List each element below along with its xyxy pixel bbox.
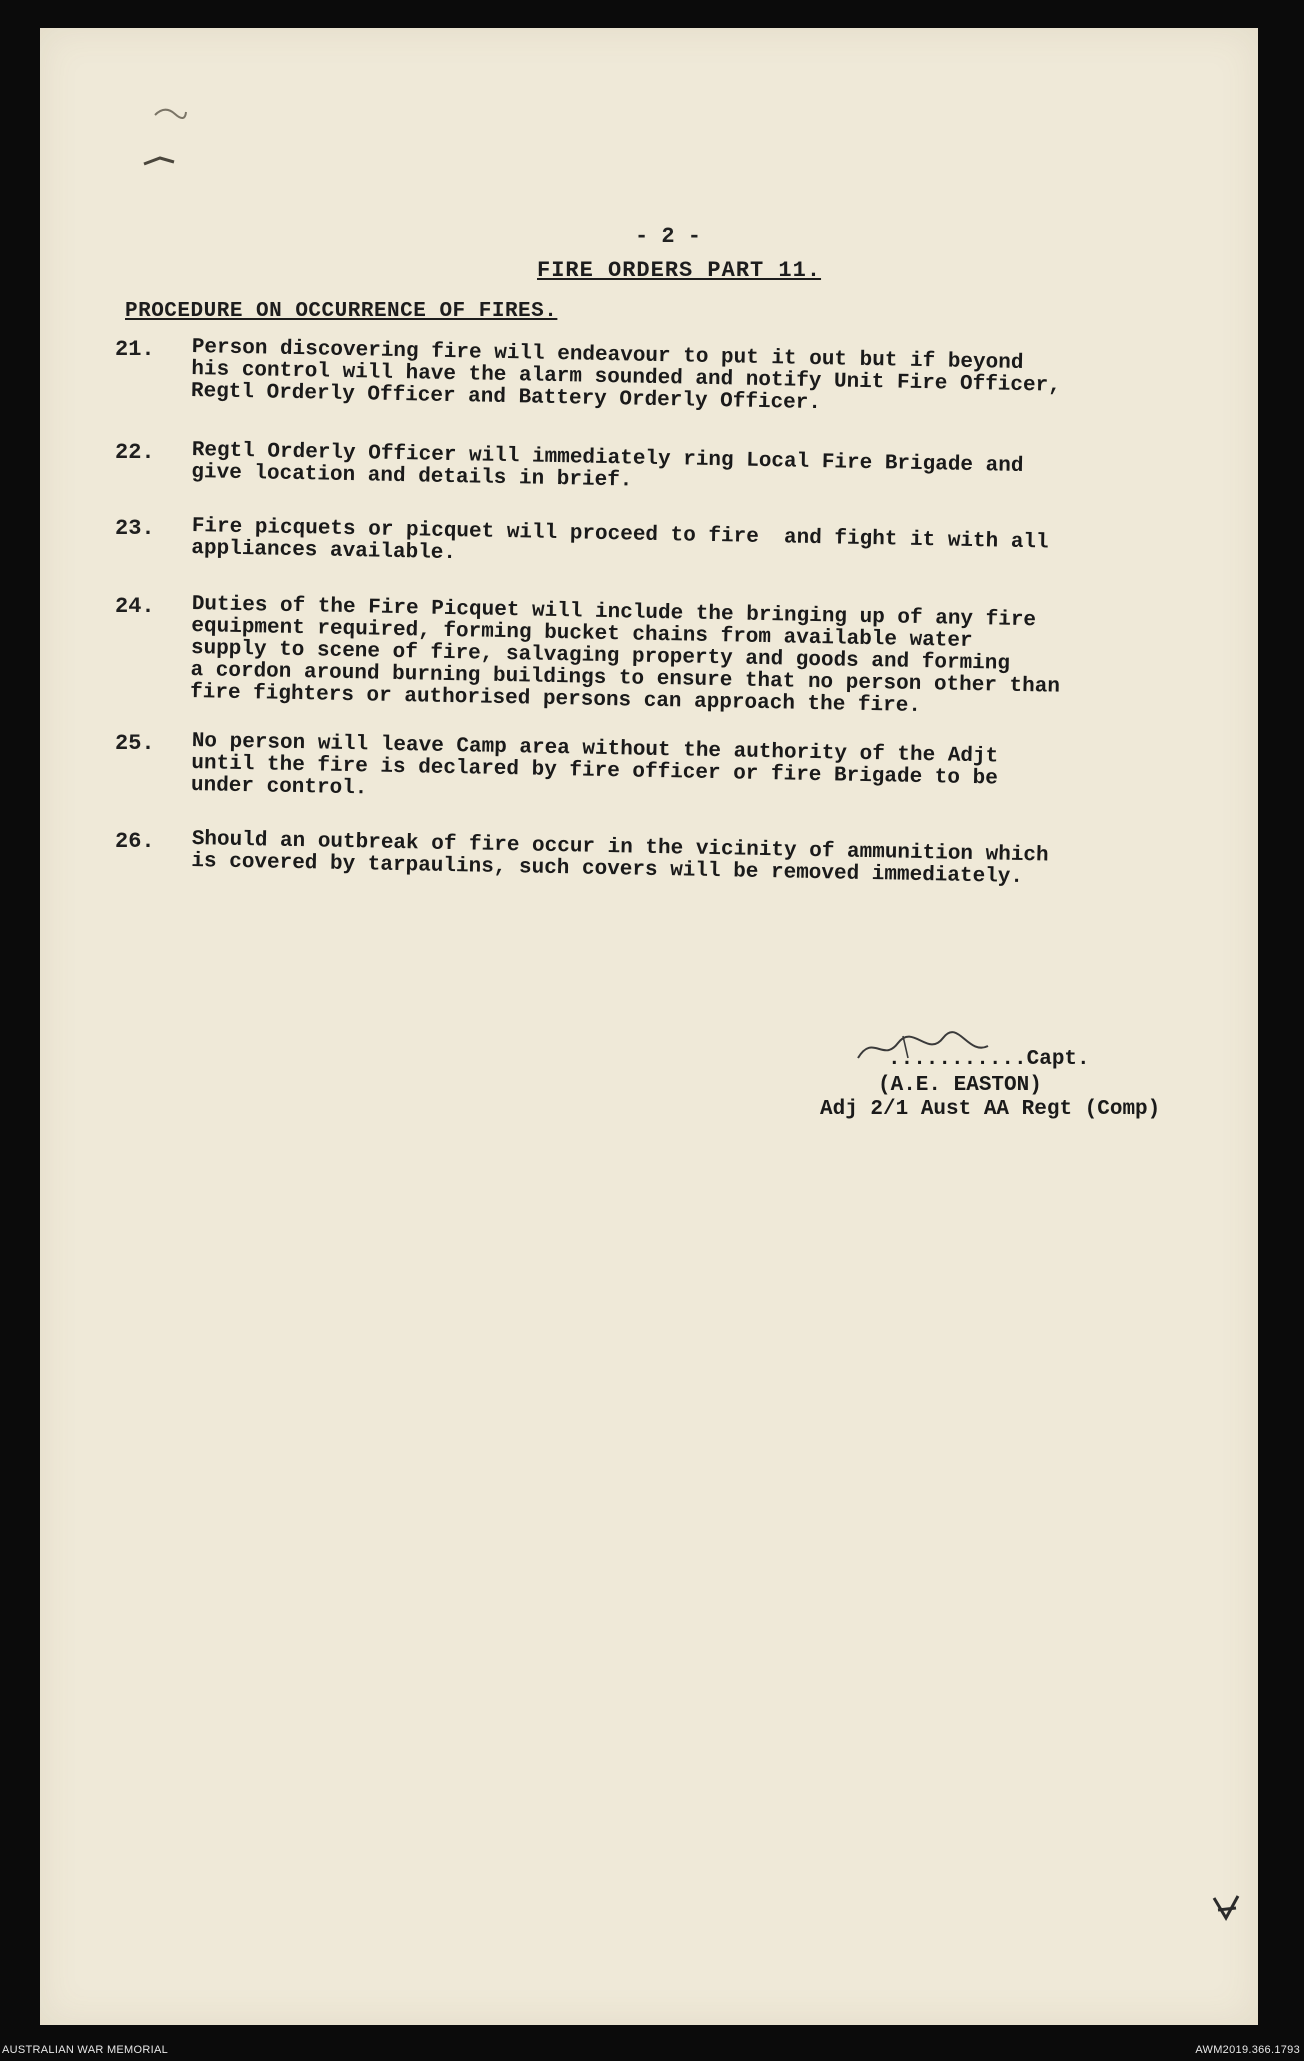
paper-blemish-mark xyxy=(140,150,180,174)
paragraph-text: Should an outbreak of fire occur in the vicinity of ammunition which is covered by tarpaulins, such covers will be removed immediately. xyxy=(191,828,1049,889)
section-heading: PROCEDURE ON OCCURRENCE OF FIRES. xyxy=(125,300,558,323)
ink-smudge-mark xyxy=(1208,1888,1244,1928)
page-number: - 2 - xyxy=(635,224,702,249)
paragraph-number: 22. xyxy=(115,440,155,465)
signature-line xyxy=(808,1048,1228,1074)
paragraph-number: 23. xyxy=(115,516,155,541)
footer-archive-name: AUSTRALIAN WAR MEMORIAL xyxy=(2,2044,169,2056)
paragraph-text: Person discovering fire will endeavour to put it out but if beyond his control will have the alarm sounded and notify Unit Fire Officer, Regtl Orderly Officer and Battery Orderly Officer. xyxy=(190,336,1061,416)
paragraph-number: 24. xyxy=(115,594,155,619)
paragraph-text: Fire picquets or picquet will proceed to fire and fight it with all appliances available. xyxy=(191,515,1049,566)
signatory-appointment: Adj 2/1 Aust AA Regt (Comp) xyxy=(820,1098,1161,1121)
signature-block xyxy=(808,1048,1228,1122)
signatory-name: (A.E. EASTON) xyxy=(878,1074,1042,1097)
paragraph-text: Duties of the Fire Picquet will include the bringing up of any fire equipment required, forming bucket chains from available water supply to scene of fire, salvaging property and goods and forming a cordon around burning buildings to ensure that no person other than fire fighters or authorised persons can approach the fire. xyxy=(189,593,1061,719)
paragraph-number: 26. xyxy=(115,829,155,854)
paragraph-number: 25. xyxy=(115,731,155,756)
footer-item-id: AWM2019.366.1793 xyxy=(1195,2044,1300,2056)
paper-blemish-mark xyxy=(150,100,190,130)
paragraph-number: 21. xyxy=(115,337,155,362)
document-title: FIRE ORDERS PART 11. xyxy=(537,258,822,283)
paragraph-text: No person will leave Camp area without the authority of the Adjt until the fire is declared by fire officer or fire Brigade to be under control. xyxy=(190,730,999,801)
document-page xyxy=(40,28,1258,2025)
paragraph-text: Regtl Orderly Officer will immediately ring Local Fire Brigade and give location and details in brief. xyxy=(191,439,1024,493)
signature-rank: ...........Capt. xyxy=(888,1048,1090,1071)
